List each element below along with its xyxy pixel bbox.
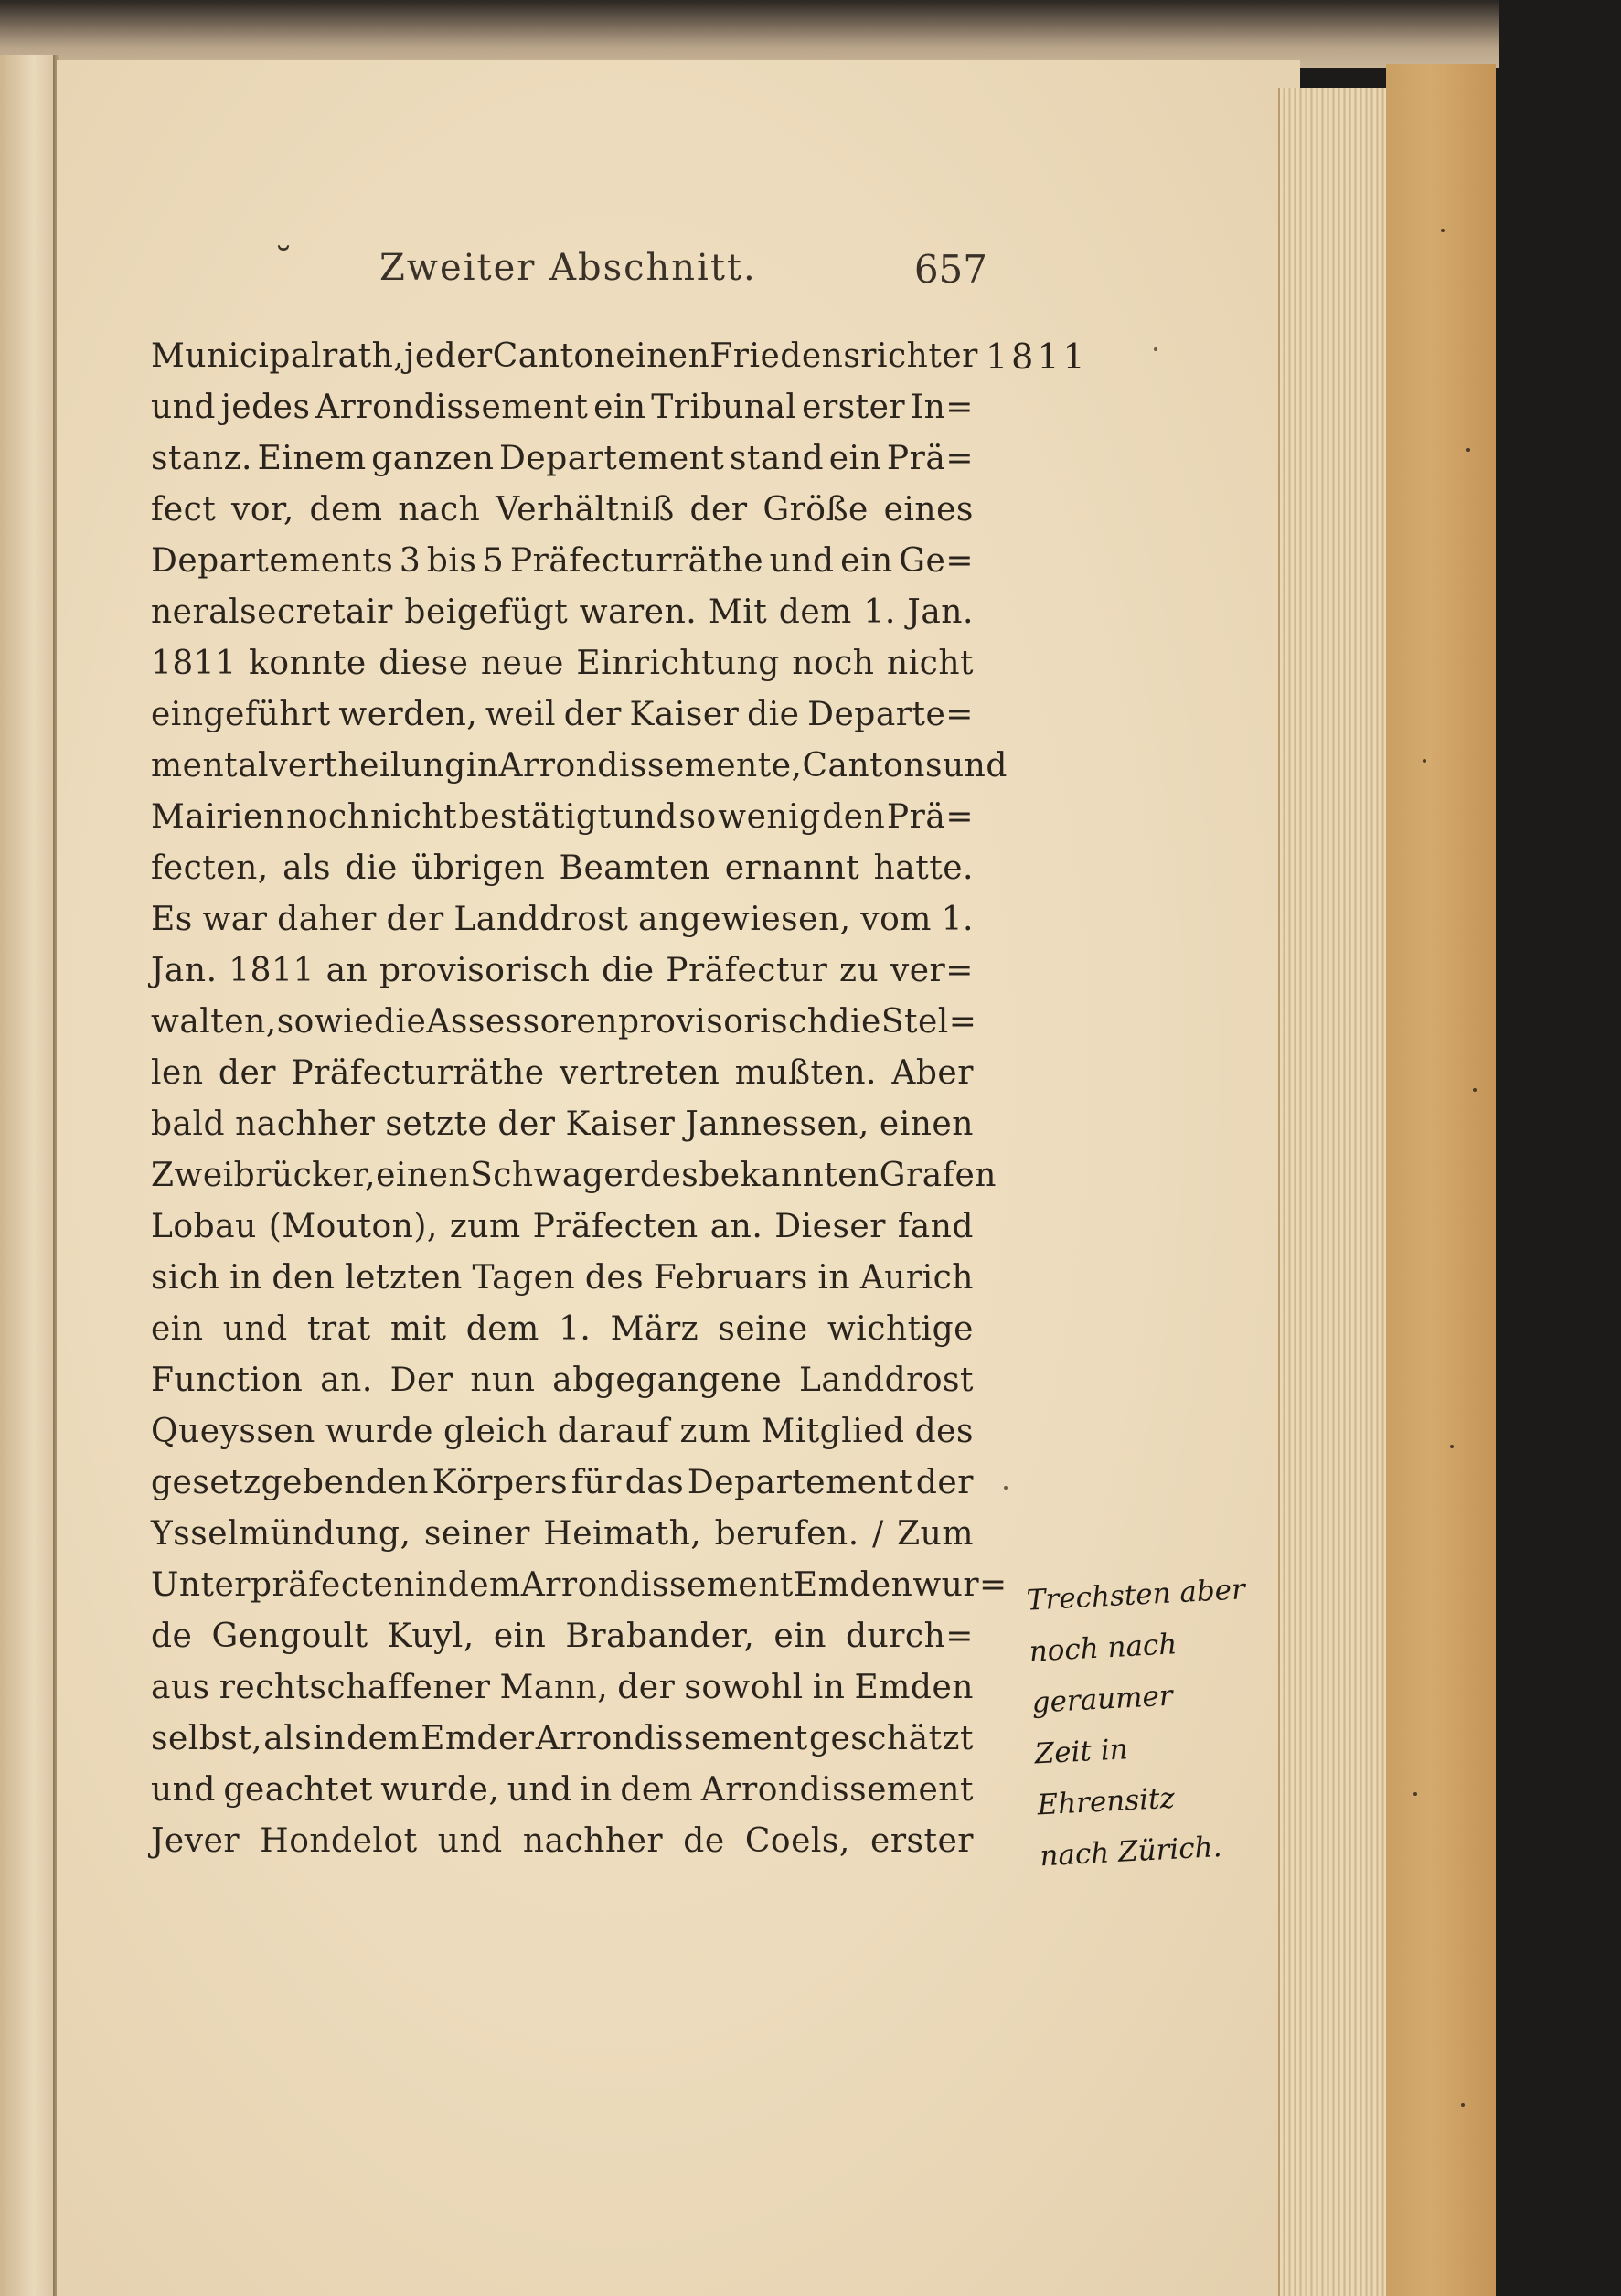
word: in [414, 1566, 448, 1604]
word: weil [485, 696, 557, 733]
book-top-edge [0, 0, 1499, 68]
word: erster [802, 389, 906, 426]
word: Unterpräfecten [151, 1566, 415, 1604]
text-line [151, 843, 974, 894]
word: und [507, 1771, 572, 1809]
word: und [222, 1310, 288, 1348]
word: dem [447, 1566, 521, 1604]
word: vor, [231, 491, 294, 529]
word: die [747, 696, 800, 733]
word: einen [615, 337, 710, 375]
running-header [274, 241, 987, 302]
note-line: noch nach [1028, 1628, 1178, 1669]
word: eingeführt [151, 696, 331, 733]
word: und [151, 389, 216, 426]
word: Einrichtung [576, 645, 780, 682]
word: Aber [891, 1054, 974, 1092]
word: neralsecretair [151, 593, 393, 631]
word: Kaiser [565, 1105, 676, 1143]
text-line [151, 1304, 974, 1355]
word: März [610, 1310, 699, 1348]
text-line [151, 1458, 974, 1509]
word: einen [376, 1157, 471, 1194]
word: vom [860, 901, 932, 938]
word: Arrondissemente, [498, 747, 803, 785]
word: und [942, 747, 1008, 785]
word: an. [709, 1208, 763, 1245]
word: 1. [559, 1310, 592, 1348]
word: Tribunal [651, 389, 797, 426]
word: Hondelot [260, 1822, 418, 1860]
word: wur= [912, 1566, 1008, 1604]
word: als [283, 849, 332, 887]
word: Departe= [807, 696, 974, 733]
word: de [683, 1822, 725, 1860]
word: beigefügt [404, 593, 569, 631]
word: nicht [370, 798, 458, 836]
word: setzte [385, 1105, 488, 1143]
facing-page-edge [0, 55, 57, 2296]
word: rechtschaffener [219, 1669, 491, 1706]
word: Zweibrücker, [151, 1157, 377, 1194]
word: seiner [423, 1515, 530, 1553]
word: ein [151, 1310, 204, 1348]
word: Arrondissement [520, 1566, 794, 1604]
word: nicht [886, 645, 974, 682]
word: den [272, 1259, 336, 1297]
word: der [218, 1054, 276, 1092]
word: an [325, 952, 368, 989]
margin-year: 1811 [986, 336, 1089, 377]
word: 3 [399, 542, 421, 580]
word: Es [151, 901, 193, 938]
word: Friedensrichter [709, 337, 978, 375]
word: bekannten [699, 1157, 880, 1194]
page-number: 657 [913, 247, 987, 292]
text-line [151, 1048, 974, 1099]
word: war [202, 901, 268, 938]
text-line [151, 997, 977, 1048]
word: des [584, 1259, 645, 1297]
word: des [914, 1413, 974, 1450]
word: selbst, [151, 1720, 263, 1757]
word: der [497, 1105, 556, 1143]
word: aus [151, 1669, 210, 1706]
word: ernannt [724, 849, 860, 887]
word: 5 [482, 542, 505, 580]
note-line: nach Zürich. [1039, 1831, 1223, 1874]
word: und [437, 1822, 503, 1860]
word: zum [449, 1208, 521, 1245]
word: Jannessen, [685, 1105, 869, 1143]
note-line: Ehrensitz [1036, 1781, 1176, 1822]
word: walten, [151, 1003, 277, 1041]
text-line [151, 1816, 974, 1867]
cover-speck [1441, 229, 1445, 232]
word: Function [151, 1362, 304, 1399]
word: die [828, 1003, 881, 1041]
word: Kuyl, [387, 1618, 475, 1655]
word: Schwager [470, 1157, 640, 1194]
word: zum [679, 1413, 752, 1450]
word: konnte [249, 645, 367, 682]
word: so [276, 1003, 315, 1041]
word: vertreten [559, 1054, 720, 1092]
ink-dot [1004, 1486, 1008, 1490]
word: fand [897, 1208, 974, 1245]
word: zu [839, 952, 880, 989]
word: ein [493, 1618, 547, 1655]
cover-speck [1466, 448, 1470, 452]
text-line [151, 1509, 974, 1560]
text-line [151, 689, 974, 741]
word: in [817, 1259, 851, 1297]
note-line: Trechsten aber [1025, 1573, 1246, 1618]
text-line [151, 1560, 1008, 1611]
word: und [612, 798, 677, 836]
word: eines [883, 491, 974, 529]
word: Körpers [432, 1464, 569, 1501]
word: seine [718, 1310, 808, 1348]
word: Arrondissement [700, 1771, 974, 1809]
word: so [678, 798, 717, 836]
word: Departement [499, 440, 725, 477]
text-line [151, 536, 974, 587]
word: wurde [325, 1413, 433, 1450]
text-line [151, 792, 974, 843]
word: daher [277, 901, 377, 938]
word: und [151, 1771, 216, 1809]
text-line [151, 587, 974, 638]
ink-dot [1154, 347, 1157, 351]
word: Arrondissement [315, 389, 589, 426]
word: noch [792, 645, 875, 682]
word: len [151, 1054, 204, 1092]
word: de [151, 1618, 193, 1655]
word: Beamten [559, 849, 711, 887]
word: dem [620, 1771, 694, 1809]
word: Jan. [151, 952, 218, 989]
running-title: Zweiter Abschnitt. [379, 247, 757, 289]
cover-speck [1461, 2103, 1465, 2107]
word: das [624, 1464, 685, 1501]
word: darauf [557, 1413, 670, 1450]
word: erster [870, 1822, 974, 1860]
cover-speck [1450, 1445, 1454, 1448]
word: sich [151, 1259, 220, 1297]
word: 1. [941, 901, 974, 938]
word: ver= [890, 952, 974, 989]
word: Municipalrath, [151, 337, 405, 375]
word: wenig [718, 798, 821, 836]
text-line [151, 1662, 974, 1714]
word: Emden [793, 1566, 913, 1604]
word: Ge= [899, 542, 974, 580]
word: Tagen [472, 1259, 576, 1297]
word: als [263, 1720, 313, 1757]
word: Prä= [886, 798, 974, 836]
word: gesetzgebenden [151, 1464, 429, 1501]
word: noch [286, 798, 369, 836]
word: berufen. [714, 1515, 859, 1553]
word: der [915, 1464, 974, 1501]
text-line [151, 894, 974, 945]
page-block-edges [1278, 88, 1388, 2296]
word: stand [729, 440, 825, 477]
word: abgegangene [552, 1362, 783, 1399]
word: dem [347, 1720, 421, 1757]
text-line [151, 638, 974, 689]
word: Verhältniß [496, 491, 675, 529]
word: ein [828, 440, 882, 477]
word: des [639, 1157, 699, 1194]
text-line [151, 331, 978, 382]
word: Departements [151, 542, 394, 580]
word: Präfecten [532, 1208, 699, 1245]
text-line [151, 1765, 974, 1816]
word: diese [379, 645, 469, 682]
header-mark: ˘ [274, 241, 293, 283]
word: bis [426, 542, 477, 580]
word: in [313, 1720, 347, 1757]
text-line [151, 1714, 974, 1765]
word: ein [773, 1618, 826, 1655]
word: die [345, 849, 398, 887]
text-line [151, 1253, 974, 1304]
word: die [602, 952, 655, 989]
word: mit [389, 1310, 447, 1348]
word: Departement [687, 1464, 913, 1501]
word: trat [306, 1310, 371, 1348]
word: 1811 [229, 952, 315, 989]
word: stanz. [151, 440, 252, 477]
word: letzten [345, 1259, 463, 1297]
word: Emder [421, 1720, 535, 1757]
word: (Mouton), [268, 1208, 438, 1245]
word: Größe [763, 491, 869, 529]
word: Jever [151, 1822, 240, 1860]
text-line [151, 1099, 974, 1150]
word: bald [151, 1105, 226, 1143]
word: Ysselmündung, [151, 1515, 411, 1553]
text-line [151, 382, 974, 433]
word: / [872, 1515, 884, 1553]
word: geachtet [223, 1771, 373, 1809]
word: Jan. [907, 593, 974, 631]
word: 1811 [151, 645, 237, 682]
word: dem [309, 491, 383, 529]
word: ganzen [371, 440, 495, 477]
book-cover-edge [1386, 64, 1496, 2296]
word: provisorisch [617, 1003, 829, 1041]
text-line [151, 433, 974, 485]
word: neue [480, 645, 564, 682]
word: in [465, 747, 499, 785]
word: ein [840, 542, 893, 580]
text-line [151, 741, 1008, 792]
word: ein [593, 389, 646, 426]
word: wurde, [380, 1771, 500, 1809]
word: an. [320, 1362, 373, 1399]
word: Mitglied [761, 1413, 905, 1450]
word: Präfectur [666, 952, 828, 989]
word: Arrondissement [535, 1720, 808, 1757]
word: werden, [338, 696, 478, 733]
word: übrigen [411, 849, 546, 887]
word: Februars [653, 1259, 808, 1297]
word: durch= [845, 1618, 974, 1655]
word: einen [879, 1105, 974, 1143]
word: Dieser [774, 1208, 886, 1245]
word: nachher [522, 1822, 664, 1860]
handwritten-marginal-note [1025, 1562, 1306, 1883]
text-line [151, 1150, 997, 1201]
word: In= [910, 389, 974, 426]
word: die [374, 1003, 427, 1041]
word: mentalvertheilung [151, 747, 466, 785]
text-line [151, 1355, 974, 1406]
word: in [229, 1259, 262, 1297]
word: Cantons [802, 747, 943, 785]
word: Mann, [499, 1669, 609, 1706]
word: Heimath, [543, 1515, 702, 1553]
word: nachher [235, 1105, 376, 1143]
word: Landdrost [799, 1362, 974, 1399]
word: Landdrost [453, 901, 629, 938]
text-line [151, 945, 974, 997]
word: in [580, 1771, 613, 1809]
word: Canton [492, 337, 616, 375]
word: nach [398, 491, 481, 529]
word: fect [151, 491, 217, 529]
word: jeder [404, 337, 493, 375]
word: Prä= [886, 440, 974, 477]
word: der [689, 491, 748, 529]
word: 1. [863, 593, 896, 631]
note-line: Zeit in [1033, 1733, 1129, 1771]
word: Emden [854, 1669, 974, 1706]
word: der [386, 901, 444, 938]
word: jedes [220, 389, 311, 426]
word: Brabander, [565, 1618, 755, 1655]
word: gleich [443, 1413, 548, 1450]
word: wie [314, 1003, 374, 1041]
word: Aurich [859, 1259, 974, 1297]
cover-speck [1413, 1792, 1417, 1796]
word: den [822, 798, 886, 836]
word: Stel= [880, 1003, 977, 1041]
word: mußten. [734, 1054, 877, 1092]
text-line [151, 1201, 974, 1253]
text-line [151, 1406, 974, 1458]
word: wichtige [826, 1310, 974, 1348]
word: Präfecturräthe [291, 1054, 545, 1092]
word: waren. [579, 593, 698, 631]
word: bestätigt [458, 798, 612, 836]
word: Einem [257, 440, 367, 477]
word: fecten, [151, 849, 269, 887]
word: angewiesen, [638, 901, 851, 938]
word: Der [389, 1362, 453, 1399]
word: Mairien [151, 798, 285, 836]
word: sowohl [684, 1669, 804, 1706]
word: der [617, 1669, 676, 1706]
text-line [151, 1611, 974, 1662]
word: Zum [897, 1515, 974, 1553]
word: für [571, 1464, 622, 1501]
word: Lobau [151, 1208, 257, 1245]
text-line [151, 485, 974, 536]
word: Assessoren [426, 1003, 618, 1041]
cover-speck [1473, 1088, 1477, 1092]
word: Kaiser [629, 696, 740, 733]
word: Mit [708, 593, 768, 631]
note-line: geraumer [1030, 1679, 1174, 1720]
word: Coels, [744, 1822, 850, 1860]
word: Grafen [879, 1157, 997, 1194]
word: geschätzt [808, 1720, 974, 1757]
word: dem [778, 593, 852, 631]
word: und [769, 542, 835, 580]
word: Gengoult [211, 1618, 368, 1655]
word: in [812, 1669, 846, 1706]
word: dem [465, 1310, 539, 1348]
cover-speck [1423, 759, 1426, 763]
word: hatte. [873, 849, 974, 887]
word: provisorisch [379, 952, 591, 989]
word: Präfecturräthe [509, 542, 764, 580]
word: der [563, 696, 622, 733]
word: nun [470, 1362, 536, 1399]
word: Queyssen [151, 1413, 315, 1450]
